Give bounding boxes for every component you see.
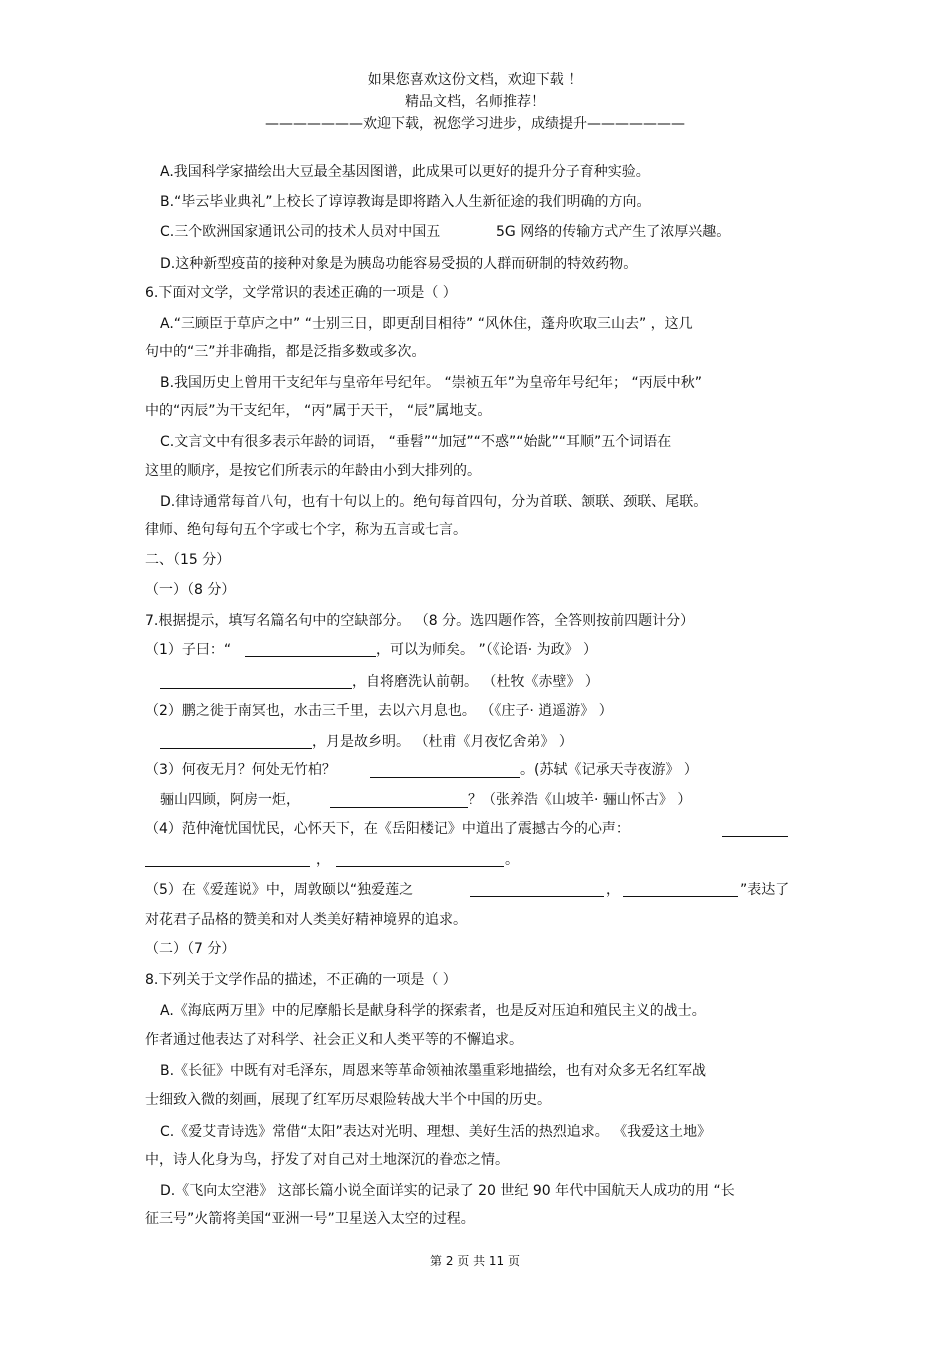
q7-item-3-blank-2[interactable] <box>330 807 468 808</box>
q7-item-2-blank[interactable] <box>160 748 312 749</box>
q7-item-3-prefix: （3）何夜无月？何处无竹柏？ <box>145 762 336 778</box>
q8-option-c-line2: 中，诗人化身为鸟，抒发了对自己对土地深沉的眷恋之情。 <box>145 1152 509 1168</box>
q7-item-3-blank-1[interactable] <box>370 777 520 778</box>
q7-item-1-prefix: （1）子曰：“ <box>145 642 232 658</box>
q7-item-5-blank-1[interactable] <box>470 896 604 897</box>
q7-item-3-line2-prefix: 骊山四顾，阿房一炬， <box>160 792 300 808</box>
q8-option-d-line1: D.《飞向太空港》 这部长篇小说全面详实的记录了 20 世纪 90 年代中国航天人成功的用 “长 <box>160 1183 735 1199</box>
q5-option-c-part2: 5G 网络的传输方式产生了浓厚兴趣。 <box>496 224 731 240</box>
q8-option-b-line1: B.《长征》中既有对毛泽东，周恩来等革命领袖浓墨重彩地描绘，也有对众多无名红军战 <box>160 1063 707 1079</box>
q7-item-4-blank-3[interactable] <box>336 866 504 867</box>
header-line-3: ———————欢迎下载，祝您学习进步，成绩提升——————— <box>265 116 685 132</box>
q7-item-4-line1: （4）范仲淹忧国忧民，心怀天下，在《岳阳楼记》中道出了震撼古今的心声： <box>145 821 630 837</box>
q6-option-b-line1: B.我国历史上曾用干支纪年与皇帝年号纪年。 “崇祯五年”为皇帝年号纪年； “丙辰中秋” <box>160 375 702 391</box>
q7-item-1-line2: ，自将磨洗认前朝。 （杜牧《赤壁》 ） <box>352 674 599 690</box>
q8-option-b-line2: 士细致入微的刻画，展现了红军历尽艰险转战大半个中国的历史。 <box>145 1092 551 1108</box>
q5-option-d: D.这种新型疫苗的接种对象是为胰岛功能容易受损的人群而研制的特效药物。 <box>160 256 638 272</box>
q7-item-1-suffix: ，可以为师矣。 ”（《论语· 为政》 ） <box>376 642 598 658</box>
q7-item-5-prefix: （5）在《爱莲说》中，周敦颐以“独爱莲之 <box>145 882 414 898</box>
q7-item-1-blank-2[interactable] <box>160 688 352 689</box>
q7-item-4-blank-1[interactable] <box>722 836 788 837</box>
q7-item-3-suffix: 。(苏轼《记承天寺夜游》 ） <box>520 762 698 778</box>
header-line-2: 精品文档，名师推荐！ <box>405 94 545 110</box>
q8-option-a-line1: A.《海底两万里》中的尼摩船长是献身科学的探索者，也是反对压迫和殖民主义的战士。 <box>160 1003 706 1019</box>
q5-option-a: A.我国科学家描绘出大豆最全基因图谱，此成果可以更好的提升分子育种实验。 <box>160 164 650 180</box>
q7-item-3-line2-suffix: ？（张养浩《山坡羊· 骊山怀古》 ） <box>468 792 692 808</box>
q7-item-5-blank-2[interactable] <box>623 896 738 897</box>
q7-item-2-line2: ，月是故乡明。 （杜甫《月夜忆舍弟》 ） <box>312 734 573 750</box>
q6-option-c-line1: C.文言文中有很多表示年龄的词语， “垂髫”“加冠”“不惑”“始龀”“耳顺”五个词语在 <box>160 434 672 450</box>
q8-option-c-line1: C.《爱艾青诗选》常借“太阳”表达对光明、理想、美好生活的热烈追求。 《我爱这土地》 <box>160 1124 712 1140</box>
q6-option-a-line2: 句中的“三”并非确指，都是泛指多数或多次。 <box>145 344 426 360</box>
q7-item-4-period: 。 <box>505 852 519 868</box>
q5-option-c-part1: C.三个欧洲国家通讯公司的技术人员对中国五 <box>160 224 441 240</box>
q6-option-a-line1: A.“三顾臣于草庐之中” “士别三日，即更刮目相待” “风休住，蓬舟吹取三山去” ，这几 <box>160 316 693 332</box>
header-line-1: 如果您喜欢这份文档，欢迎下载 ！ <box>367 72 583 88</box>
q6-option-d-line2: 律师、绝句每句五个字或七个字，称为五言或七言。 <box>145 522 467 538</box>
q7-item-1-blank-1[interactable] <box>245 656 376 657</box>
q8-option-d-line2: 征三号”火箭将美国“亚洲一号”卫星送入太空的过程。 <box>145 1211 475 1227</box>
section-2-part-2: （二）（7 分） <box>145 941 236 957</box>
q6-option-d-line1: D.律诗通常每首八句，也有十句以上的。绝句每首四句，分为首联、颔联、颈联、尾联。 <box>160 494 708 510</box>
q5-option-b: B.“毕云毕业典礼”上校长了谆谆教诲是即将踏入人生新征途的我们明确的方向。 <box>160 194 651 210</box>
q8-stem: 8.下列关于文学作品的描述，不正确的一项是（ ） <box>145 972 457 988</box>
q7-item-2-line1: （2）鹏之徙于南冥也，水击三千里，去以六月息也。 （《庄子· 逍遥游》 ） <box>145 703 613 719</box>
q6-option-c-line2: 这里的顺序，是按它们所表示的年龄由小到大排列的。 <box>145 463 481 479</box>
section-2-part-1: （一）（8 分） <box>145 582 236 598</box>
q6-option-b-line2: 中的“丙辰”为干支纪年， “丙”属于天干， “辰”属地支。 <box>145 403 492 419</box>
q7-item-5-comma: ， <box>606 882 620 898</box>
q8-option-a-line2: 作者通过他表达了对科学、社会正义和人类平等的不懈追求。 <box>145 1032 523 1048</box>
q7-item-4-comma: ， <box>316 852 330 868</box>
q7-item-5-suffix: ”表达了 <box>740 882 790 898</box>
q7-item-4-blank-2[interactable] <box>145 866 310 867</box>
q6-stem: 6.下面对文学，文学常识的表述正确的一项是（ ） <box>145 285 457 301</box>
q7-item-5-line2: 对花君子品格的赞美和对人类美好精神境界的追求。 <box>145 912 467 928</box>
page-number: 第 2 页 共 11 页 <box>430 1254 520 1268</box>
section-2-title: 二、（15 分） <box>145 552 231 568</box>
q7-stem: 7.根据提示，填写名篇名句中的空缺部分。 （8 分。选四题作答，全答则按前四题计分） <box>145 613 695 629</box>
